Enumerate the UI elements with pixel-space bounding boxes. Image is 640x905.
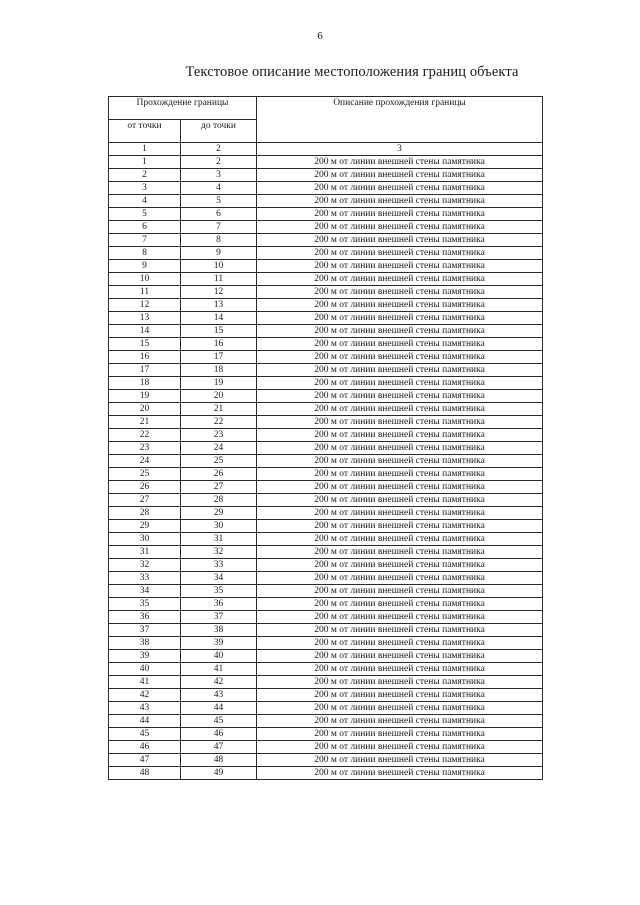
- from-point-cell: 6: [109, 221, 181, 234]
- from-point-cell: 35: [109, 598, 181, 611]
- description-cell: 200 м от линии внешней стены памятника: [257, 455, 543, 468]
- description-cell: 200 м от линии внешней стены памятника: [257, 169, 543, 182]
- table-row: [109, 689, 543, 702]
- table-row: [109, 429, 543, 442]
- from-point-cell: 22: [109, 429, 181, 442]
- description-cell: 200 м от линии внешней стены памятника: [257, 624, 543, 637]
- table-row: [109, 364, 543, 377]
- table-row: [109, 299, 543, 312]
- description-cell: 200 м от линии внешней стены памятника: [257, 403, 543, 416]
- from-point-cell: 9: [109, 260, 181, 273]
- table-row: [109, 169, 543, 182]
- table-body: [109, 156, 543, 780]
- description-cell: 200 м от линии внешней стены памятника: [257, 377, 543, 390]
- table-row: [109, 273, 543, 286]
- description-cell: 200 м от линии внешней стены памятника: [257, 585, 543, 598]
- from-point-cell: 36: [109, 611, 181, 624]
- table-row: [109, 325, 543, 338]
- from-point-cell: 4: [109, 195, 181, 208]
- to-point-cell: 16: [181, 338, 257, 351]
- description-cell: 200 м от линии внешней стены памятника: [257, 260, 543, 273]
- to-point-cell: 38: [181, 624, 257, 637]
- from-point-cell: 45: [109, 728, 181, 741]
- description-cell: 200 м от линии внешней стены памятника: [257, 728, 543, 741]
- description-cell: 200 м от линии внешней стены памятника: [257, 195, 543, 208]
- table-row: [109, 442, 543, 455]
- table-row: [109, 286, 543, 299]
- description-cell: 200 м от линии внешней стены памятника: [257, 481, 543, 494]
- description-cell: 200 м от линии внешней стены памятника: [257, 533, 543, 546]
- table-row: [109, 663, 543, 676]
- table-row: [109, 156, 543, 169]
- table-row: [109, 390, 543, 403]
- to-point-cell: 31: [181, 533, 257, 546]
- column-number: 1: [109, 143, 181, 156]
- description-cell: 200 м от линии внешней стены памятника: [257, 546, 543, 559]
- table-row: [109, 351, 543, 364]
- description-cell: 200 м от линии внешней стены памятника: [257, 598, 543, 611]
- description-cell: 200 м от линии внешней стены памятника: [257, 325, 543, 338]
- table-row: [109, 338, 543, 351]
- description-cell: 200 м от линии внешней стены памятника: [257, 416, 543, 429]
- from-point-cell: 12: [109, 299, 181, 312]
- document-title: Текстовое описание местоположения границ объекта: [185, 64, 519, 80]
- description-cell: 200 м от линии внешней стены памятника: [257, 611, 543, 624]
- to-point-cell: 5: [181, 195, 257, 208]
- to-point-cell: 14: [181, 312, 257, 325]
- to-point-cell: 32: [181, 546, 257, 559]
- description-cell: 200 м от линии внешней стены памятника: [257, 299, 543, 312]
- description-cell: 200 м от линии внешней стены памятника: [257, 156, 543, 169]
- description-cell: 200 м от линии внешней стены памятника: [257, 208, 543, 221]
- header-to-point: до точки: [181, 120, 257, 143]
- description-cell: 200 м от линии внешней стены памятника: [257, 442, 543, 455]
- table-row: [109, 247, 543, 260]
- from-point-cell: 46: [109, 741, 181, 754]
- to-point-cell: 13: [181, 299, 257, 312]
- table-row: [109, 559, 543, 572]
- to-point-cell: 4: [181, 182, 257, 195]
- table-row: [109, 533, 543, 546]
- table-row: [109, 195, 543, 208]
- description-cell: 200 м от линии внешней стены памятника: [257, 637, 543, 650]
- from-point-cell: 19: [109, 390, 181, 403]
- from-point-cell: 11: [109, 286, 181, 299]
- table-row: [109, 416, 543, 429]
- description-cell: 200 м от линии внешней стены памятника: [257, 273, 543, 286]
- table-row: [109, 598, 543, 611]
- from-point-cell: 44: [109, 715, 181, 728]
- from-point-cell: 16: [109, 351, 181, 364]
- table-row: [109, 221, 543, 234]
- column-numbering-row: [109, 143, 543, 156]
- table-row: [109, 650, 543, 663]
- table-row: [109, 182, 543, 195]
- page-number: 6: [317, 30, 323, 42]
- description-cell: 200 м от линии внешней стены памятника: [257, 715, 543, 728]
- from-point-cell: 3: [109, 182, 181, 195]
- from-point-cell: 17: [109, 364, 181, 377]
- table-row: [109, 260, 543, 273]
- to-point-cell: 10: [181, 260, 257, 273]
- description-cell: 200 м от линии внешней стены памятника: [257, 676, 543, 689]
- to-point-cell: 7: [181, 221, 257, 234]
- description-cell: 200 м от линии внешней стены памятника: [257, 494, 543, 507]
- header-from-point: от точки: [109, 120, 181, 143]
- description-cell: 200 м от линии внешней стены памятника: [257, 520, 543, 533]
- from-point-cell: 23: [109, 442, 181, 455]
- from-point-cell: 8: [109, 247, 181, 260]
- table-row: [109, 585, 543, 598]
- to-point-cell: 23: [181, 429, 257, 442]
- from-point-cell: 24: [109, 455, 181, 468]
- table-row: [109, 702, 543, 715]
- to-point-cell: 45: [181, 715, 257, 728]
- from-point-cell: 39: [109, 650, 181, 663]
- to-point-cell: 36: [181, 598, 257, 611]
- description-cell: 200 м от линии внешней стены памятника: [257, 247, 543, 260]
- to-point-cell: 49: [181, 767, 257, 780]
- to-point-cell: 27: [181, 481, 257, 494]
- from-point-cell: 13: [109, 312, 181, 325]
- header-description: Описание прохождения границы: [257, 97, 543, 143]
- table-row: [109, 234, 543, 247]
- from-point-cell: 43: [109, 702, 181, 715]
- to-point-cell: 20: [181, 390, 257, 403]
- to-point-cell: 30: [181, 520, 257, 533]
- from-point-cell: 14: [109, 325, 181, 338]
- table-row: [109, 624, 543, 637]
- to-point-cell: 33: [181, 559, 257, 572]
- description-cell: 200 м от линии внешней стены памятника: [257, 507, 543, 520]
- header-boundary-passage: Прохождение границы: [109, 97, 257, 120]
- from-point-cell: 2: [109, 169, 181, 182]
- table-row: [109, 377, 543, 390]
- description-cell: 200 м от линии внешней стены памятника: [257, 221, 543, 234]
- from-point-cell: 30: [109, 533, 181, 546]
- to-point-cell: 24: [181, 442, 257, 455]
- to-point-cell: 40: [181, 650, 257, 663]
- table-row: [109, 728, 543, 741]
- from-point-cell: 31: [109, 546, 181, 559]
- table-row: [109, 481, 543, 494]
- description-cell: 200 м от линии внешней стены памятника: [257, 390, 543, 403]
- to-point-cell: 37: [181, 611, 257, 624]
- description-cell: 200 м от линии внешней стены памятника: [257, 559, 543, 572]
- table-row: [109, 507, 543, 520]
- to-point-cell: 9: [181, 247, 257, 260]
- boundary-table: [108, 96, 543, 780]
- from-point-cell: 32: [109, 559, 181, 572]
- to-point-cell: 12: [181, 286, 257, 299]
- from-point-cell: 47: [109, 754, 181, 767]
- from-point-cell: 7: [109, 234, 181, 247]
- table-row: [109, 715, 543, 728]
- to-point-cell: 15: [181, 325, 257, 338]
- description-cell: 200 м от линии внешней стены памятника: [257, 572, 543, 585]
- table-row: [109, 468, 543, 481]
- from-point-cell: 21: [109, 416, 181, 429]
- to-point-cell: 3: [181, 169, 257, 182]
- description-cell: 200 м от линии внешней стены памятника: [257, 234, 543, 247]
- from-point-cell: 38: [109, 637, 181, 650]
- description-cell: 200 м от линии внешней стены памятника: [257, 702, 543, 715]
- from-point-cell: 42: [109, 689, 181, 702]
- to-point-cell: 25: [181, 455, 257, 468]
- from-point-cell: 26: [109, 481, 181, 494]
- description-cell: 200 м от линии внешней стены памятника: [257, 689, 543, 702]
- to-point-cell: 41: [181, 663, 257, 676]
- table-row: [109, 637, 543, 650]
- description-cell: 200 м от линии внешней стены памятника: [257, 429, 543, 442]
- table-row: [109, 312, 543, 325]
- to-point-cell: 19: [181, 377, 257, 390]
- to-point-cell: 35: [181, 585, 257, 598]
- description-cell: 200 м от линии внешней стены памятника: [257, 650, 543, 663]
- table-row: [109, 572, 543, 585]
- from-point-cell: 27: [109, 494, 181, 507]
- from-point-cell: 20: [109, 403, 181, 416]
- from-point-cell: 1: [109, 156, 181, 169]
- from-point-cell: 25: [109, 468, 181, 481]
- to-point-cell: 8: [181, 234, 257, 247]
- from-point-cell: 28: [109, 507, 181, 520]
- table-row: [109, 455, 543, 468]
- description-cell: 200 м от линии внешней стены памятника: [257, 182, 543, 195]
- to-point-cell: 42: [181, 676, 257, 689]
- to-point-cell: 39: [181, 637, 257, 650]
- from-point-cell: 37: [109, 624, 181, 637]
- from-point-cell: 10: [109, 273, 181, 286]
- to-point-cell: 21: [181, 403, 257, 416]
- to-point-cell: 18: [181, 364, 257, 377]
- table-row: [109, 520, 543, 533]
- table-row: [109, 208, 543, 221]
- to-point-cell: 29: [181, 507, 257, 520]
- to-point-cell: 34: [181, 572, 257, 585]
- column-number: 3: [257, 143, 543, 156]
- description-cell: 200 м от линии внешней стены памятника: [257, 767, 543, 780]
- table-row: [109, 754, 543, 767]
- from-point-cell: 33: [109, 572, 181, 585]
- to-point-cell: 28: [181, 494, 257, 507]
- description-cell: 200 м от линии внешней стены памятника: [257, 741, 543, 754]
- column-number: 2: [181, 143, 257, 156]
- description-cell: 200 м от линии внешней стены памятника: [257, 286, 543, 299]
- to-point-cell: 44: [181, 702, 257, 715]
- description-cell: 200 м от линии внешней стены памятника: [257, 364, 543, 377]
- to-point-cell: 6: [181, 208, 257, 221]
- description-cell: 200 м от линии внешней стены памятника: [257, 663, 543, 676]
- table-row: [109, 611, 543, 624]
- to-point-cell: 17: [181, 351, 257, 364]
- to-point-cell: 48: [181, 754, 257, 767]
- description-cell: 200 м от линии внешней стены памятника: [257, 312, 543, 325]
- table-row: [109, 403, 543, 416]
- description-cell: 200 м от линии внешней стены памятника: [257, 754, 543, 767]
- table-row: [109, 767, 543, 780]
- table-row: [109, 741, 543, 754]
- table-row: [109, 546, 543, 559]
- from-point-cell: 48: [109, 767, 181, 780]
- to-point-cell: 46: [181, 728, 257, 741]
- from-point-cell: 40: [109, 663, 181, 676]
- table-row: [109, 676, 543, 689]
- from-point-cell: 34: [109, 585, 181, 598]
- from-point-cell: 18: [109, 377, 181, 390]
- from-point-cell: 41: [109, 676, 181, 689]
- to-point-cell: 26: [181, 468, 257, 481]
- to-point-cell: 47: [181, 741, 257, 754]
- description-cell: 200 м от линии внешней стены памятника: [257, 351, 543, 364]
- from-point-cell: 15: [109, 338, 181, 351]
- from-point-cell: 5: [109, 208, 181, 221]
- description-cell: 200 м от линии внешней стены памятника: [257, 468, 543, 481]
- to-point-cell: 22: [181, 416, 257, 429]
- from-point-cell: 29: [109, 520, 181, 533]
- to-point-cell: 43: [181, 689, 257, 702]
- to-point-cell: 11: [181, 273, 257, 286]
- description-cell: 200 м от линии внешней стены памятника: [257, 338, 543, 351]
- to-point-cell: 2: [181, 156, 257, 169]
- table-row: [109, 494, 543, 507]
